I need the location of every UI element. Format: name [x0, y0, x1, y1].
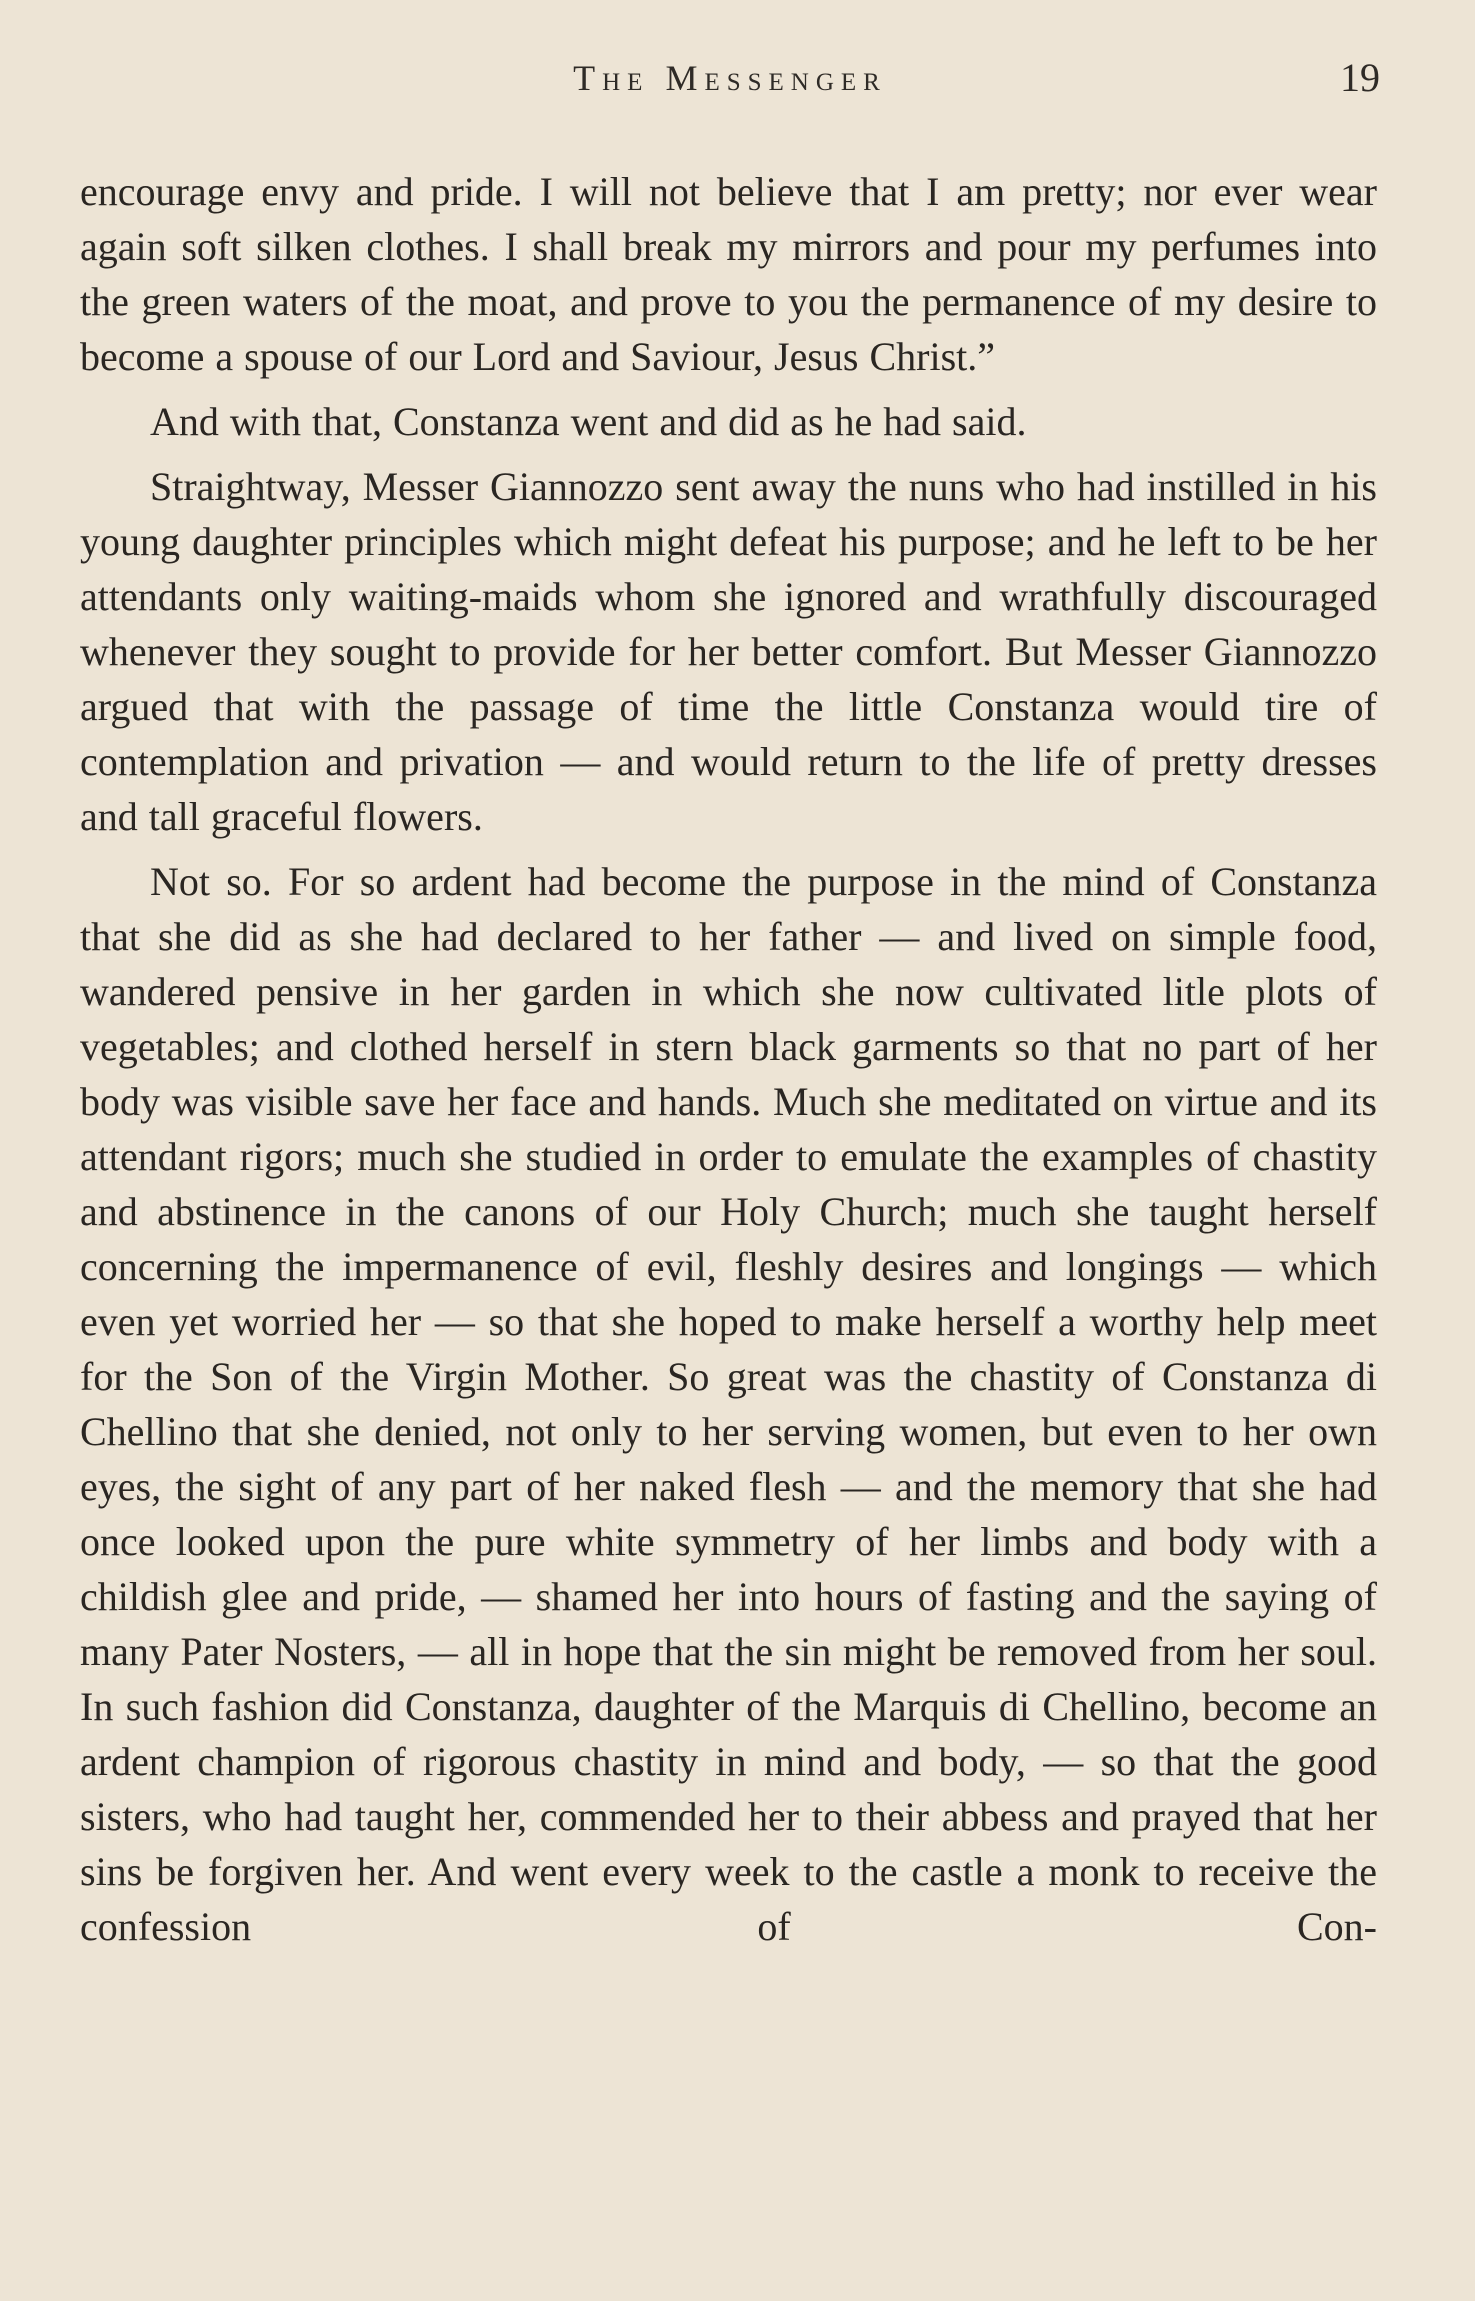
paragraph: Not so. For so ardent had become the purpose in the mind of Constanza that she did as she had declared to her father — and lived on simple food, wandered pensive in her garden in which she now cultivated litle plots of vegetables; and clothed herself in stern black garments so that no part of her body was visible save her face and hands. Much she meditated on virtue and its attendant rigors; much she studied in order to emulate the examples of chastity and abstinence in the canons of our Holy Church; much she taught herself concerning the impermanence of evil, fleshly desires and longings — which even yet worried her — so that she hoped to make herself a worthy help meet for the Son of the Virgin Mother. So great was the chastity of Constanza di Chellino that she denied, not only to her serving women, but even to her own eyes, the sight of any part of her naked flesh — and the memory that she had once looked upon the pure white symmetry of her limbs and body with a childish glee and pride, — shamed her into hours of fasting and the saying of many Pater Nosters, — all in hope that the sin might be removed from her soul. In such fashion did Constanza, daughter of the Marquis di Chellino, become an ardent champion of rigorous chastity in mind and body, — so that the good sisters, who had taught her, commended her to their abbess and prayed that her sins be forgiven her. And went every week to the castle a monk to receive the confession of Con- [80, 859, 1377, 1949]
paragraph: And with that, Constanza went and did as he had said. [150, 399, 1027, 444]
running-head [80, 52, 1380, 112]
text-body [80, 164, 1377, 1954]
page-number: 19 [1340, 55, 1380, 100]
paragraph: Straightway, Messer Giannozzo sent away the nuns who had instilled in his young daughter principles which might defeat his purpose; and he left to be her attendants only waiting-maids whom she ignored and wrathfully discouraged whenever they sought to provide for her better comfort. But Messer Giannozzo argued that with the passage of time the little Constanza would tire of contemplation and privation — and would return to the life of pretty dresses and tall graceful flowers. [80, 464, 1377, 839]
paragraph: encourage envy and pride. I will not believe that I am pretty; nor ever wear again soft silken clothes. I shall break my mirrors and pour my perfumes into the green waters of the moat, and prove to you the permanence of my desire to become a spouse of our Lord and Saviour, Jesus Christ.” [80, 169, 1377, 379]
running-title: The Messenger [573, 58, 887, 98]
